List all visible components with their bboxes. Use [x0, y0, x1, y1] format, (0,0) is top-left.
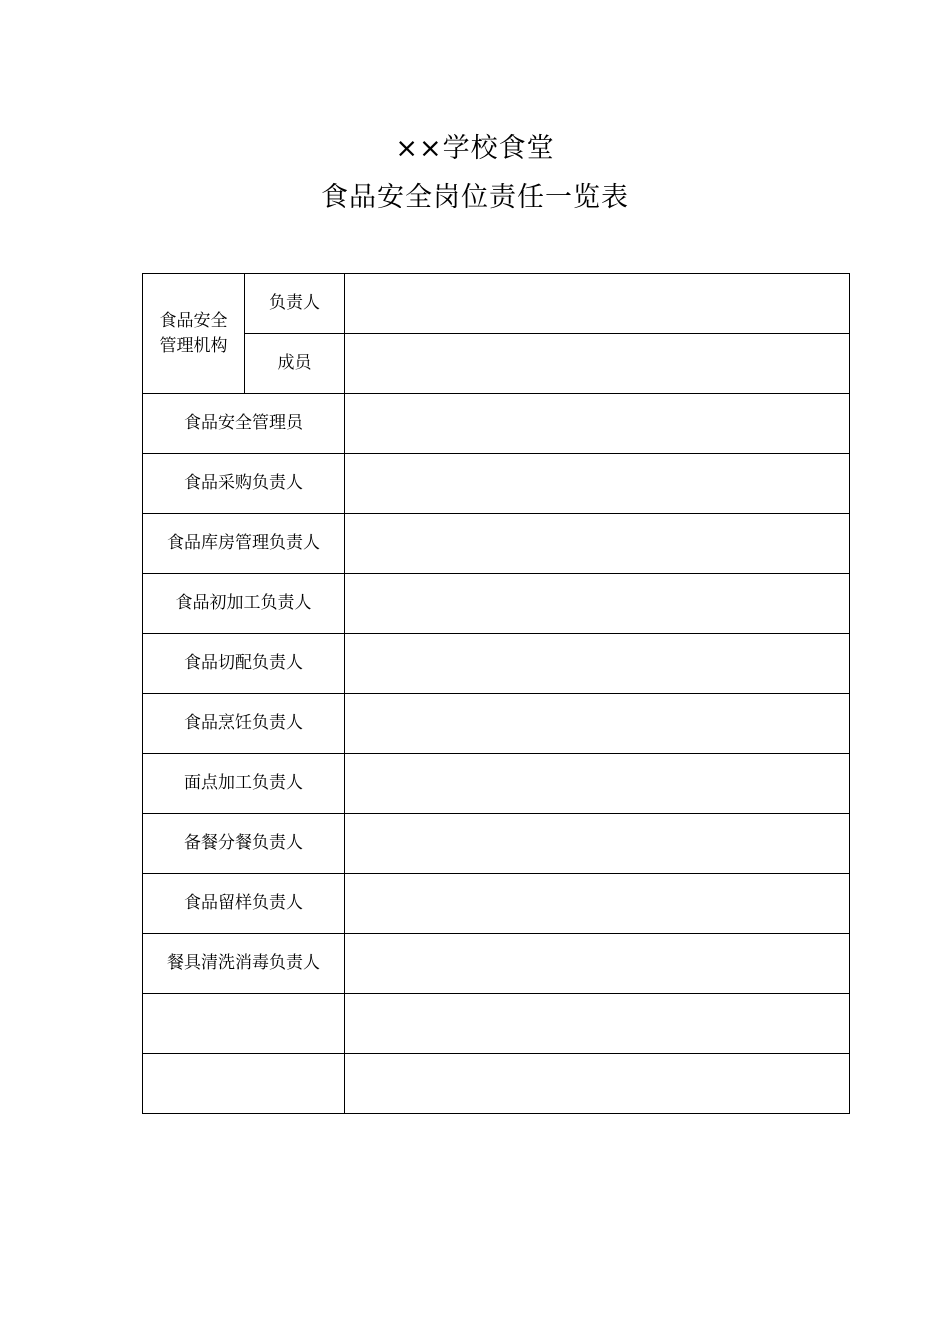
value-cell[interactable] [345, 1054, 850, 1114]
value-cell[interactable] [345, 514, 850, 574]
role-label: 食品留样负责人 [143, 874, 345, 934]
table-row [143, 754, 850, 814]
value-cell[interactable] [345, 754, 850, 814]
table-row [143, 394, 850, 454]
role-label: 食品采购负责人 [143, 454, 345, 514]
table-row [143, 694, 850, 754]
value-cell[interactable] [345, 334, 850, 394]
org-label-line-1: 食品安全 [159, 310, 228, 331]
value-cell[interactable] [345, 274, 850, 334]
value-cell[interactable] [345, 574, 850, 634]
table-row [143, 574, 850, 634]
role-label: 面点加工负责人 [143, 754, 345, 814]
value-cell[interactable] [345, 934, 850, 994]
role-label: 餐具清洗消毒负责人 [143, 934, 345, 994]
role-label: 食品安全管理员 [143, 394, 345, 454]
table-row [143, 874, 850, 934]
org-leader-label: 负责人 [245, 274, 345, 334]
table-row [143, 274, 850, 334]
table-row [143, 1054, 850, 1114]
org-label-line-2: 管理机构 [159, 335, 228, 356]
table-row [143, 454, 850, 514]
value-cell[interactable] [345, 814, 850, 874]
role-label-blank[interactable] [143, 994, 345, 1054]
value-cell[interactable] [345, 634, 850, 694]
table-row [143, 514, 850, 574]
value-cell[interactable] [345, 394, 850, 454]
role-label: 食品烹饪负责人 [143, 694, 345, 754]
role-label: 食品切配负责人 [143, 634, 345, 694]
role-label: 备餐分餐负责人 [143, 814, 345, 874]
role-label-blank[interactable] [143, 1054, 345, 1114]
table-row [143, 994, 850, 1054]
responsibility-table [142, 273, 850, 1114]
table-row [143, 634, 850, 694]
value-cell[interactable] [345, 994, 850, 1054]
table-row [143, 334, 850, 394]
document-title-line-1: ××学校食堂 [395, 133, 555, 164]
value-cell[interactable] [345, 454, 850, 514]
table-row [143, 934, 850, 994]
org-members-label: 成员 [245, 334, 345, 394]
table-row [143, 814, 850, 874]
role-label: 食品初加工负责人 [143, 574, 345, 634]
value-cell[interactable] [345, 874, 850, 934]
document-title-line-2: 食品安全岗位责任一览表 [321, 182, 629, 213]
role-label: 食品库房管理负责人 [143, 514, 345, 574]
org-label-cell [143, 274, 245, 394]
value-cell[interactable] [345, 694, 850, 754]
